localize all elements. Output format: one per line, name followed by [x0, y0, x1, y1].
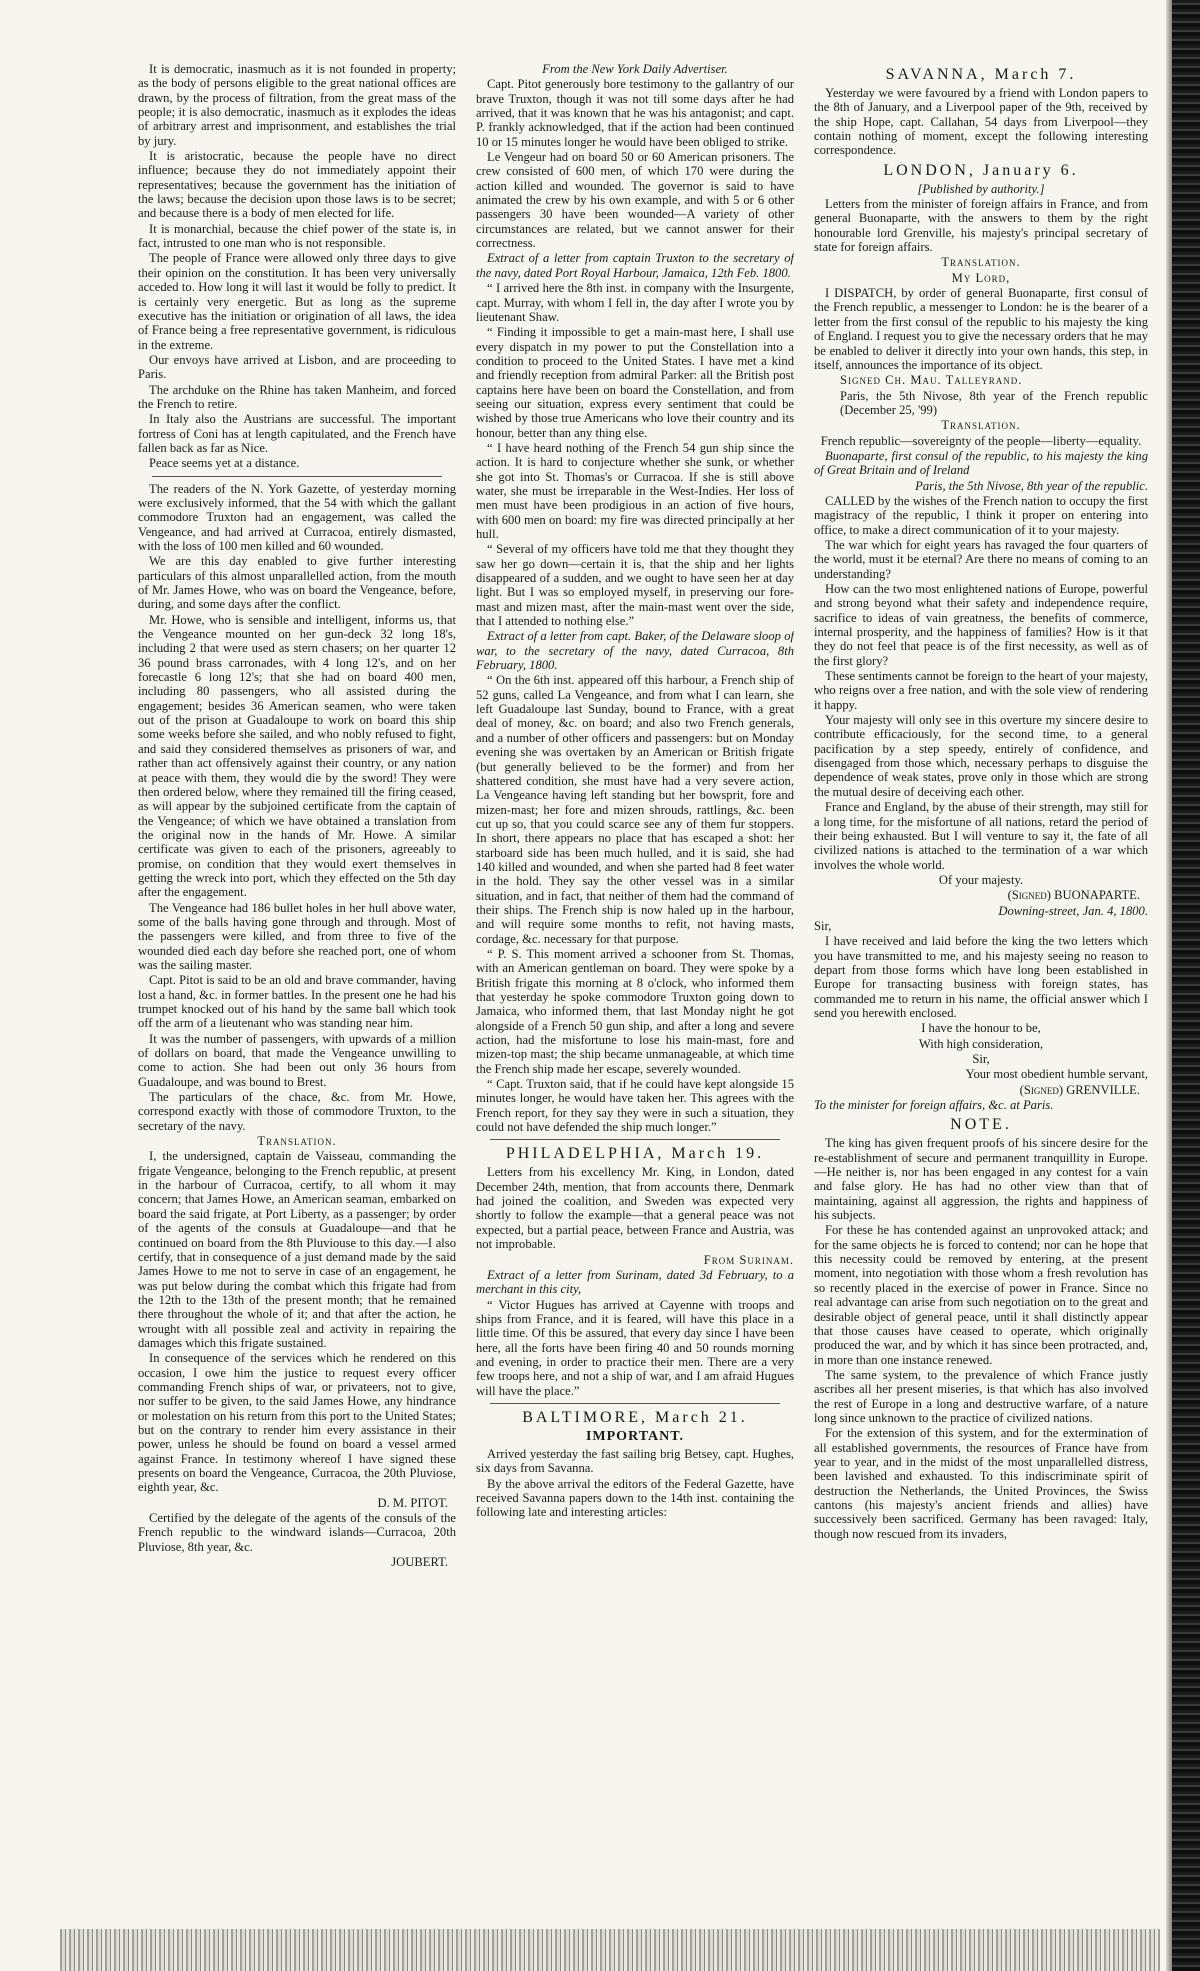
- signature: (Signed) BUONAPARTE.: [1007, 888, 1140, 903]
- paragraph: I DISPATCH, by order of general Buonaparte, first consul of the French republic, a messenger to London: he is the bearer of a letter from the first consul of the republic to his majesty the king of England. I request you to give the necessary orders that he may be enabled to deliver it directly into your own hands, this step, in itself, announces the importance of its object.: [814, 286, 1148, 372]
- extract-heading: Extract of a letter from capt. Baker, of the Delaware sloop of war, to the secretary of the navy, dated Curracoa, 8th February, 1800.: [476, 629, 794, 673]
- paragraph: Capt. Pitot generously bore testimony to the gallantry of our brave Truxton, though it was not till some days after he had arrived, that it was known that he was his antagonist; and capt. P. frankly acknowledged, that if the action had been continued 10 or 15 minutes longer he would have been obliged to strike.: [476, 77, 794, 149]
- paragraph: “ Finding it impossible to get a main-mast here, I shall use every dispatch in my power to put the Constellation into a condition to proceed to the United States. I have met a kind and friendly reception from admiral Parker: all the British post captains here have been on board the Constellation, and from seeing our situation, express every sentiment that could be wished by those true Americans who love their country and its honour, better than any thing else.: [476, 325, 794, 440]
- paragraph: Yesterday we were favoured by a friend with London papers to the 8th of January, and a Liverpool paper of the 9th, received by the ship Hope, capt. Callahan, 54 days from Liverpool—they contain nothing of moment, except the following interesting correspondence.: [814, 86, 1148, 158]
- newspaper-page: [138, 62, 1158, 1922]
- column-right: [814, 62, 1148, 1922]
- paragraph: I have received and laid before the king the two letters which you have transmitted to me, and his majesty seeing no reason to depart from those forms which have long been established in Europe for transacting business with foreign states, has commanded me to return in his name, the official answer which I send you herewith enclosed.: [814, 934, 1148, 1020]
- paragraph: The king has given frequent proofs of his sincere desire for the re-establishment of secure and permanent tranquillity in Europe.—He neither is, nor has been engaged in any contest for a vain and false glory. He has had no other view than that of maintaining, against all aggression, the rights and happiness of his subjects.: [814, 1136, 1148, 1223]
- closing-line: Your most obedient humble servant,: [965, 1067, 1148, 1082]
- salutation: My Lord,: [951, 270, 1011, 285]
- paragraph: I, the undersigned, captain de Vaisseau, commanding the frigate Vengeance, belonging to the French republic, at present in the harbour of Curracoa, certify, to all whom it may concern; that James Howe, an American seaman, embarked on board the said frigate, at Port Liberty, as a passenger; by order of the agents of the consuls at Guadaloupe—and that he continued on board from the 8th Pluviouse to this day.—I also certify, that in consequence of a just demand made by the said James Howe to me not to serve in case of an engagement, he was put below during the combat which this frigate had from the 12th to the 13th of the present month; that he remained there throughout the whole of it; and that after the action, he wrought with all possible zeal and activity in repairing the damages which this frigate sustained.: [138, 1149, 456, 1350]
- paragraph: It is monarchial, because the chief power of the state is, in fact, intrusted to one man who is not responsible.: [138, 221, 456, 251]
- dateline-heading: BALTIMORE, March 21.: [522, 1408, 748, 1426]
- column-middle: [476, 62, 794, 1922]
- paragraph: It is aristocratic, because the people have no direct influence; because they do not immediately appoint their representatives; because the government has the initiation of the laws; because the decision upon those laws is to be secret; and because there is a body of men elected for life.: [138, 149, 456, 221]
- paragraph: It was the number of passengers, with upwards of a million of dollars on board, that made the Vengeance unwilling to come to action. She had been out only 36 hours from Guadaloupe, and was bound to Brest.: [138, 1031, 456, 1089]
- paragraph: The readers of the N. York Gazette, of yesterday morning were exclusively informed, that the 54 with which the gallant commodore Truxton had an engagement, was called the Vengeance, and had arrived at Curracoa, entirely dismasted, with the loss of 100 men killed and 60 wounded.: [138, 481, 456, 553]
- authority-line: [Published by authority.]: [917, 181, 1045, 196]
- dateline: Paris, the 5th Nivose, 8th year of the French republic (December 25, '99): [840, 388, 1148, 417]
- section-heading: IMPORTANT.: [585, 1428, 685, 1444]
- paragraph: “ I have heard nothing of the French 54 gun ship since the action. It is hard to conjecture whether she sunk, or whether she got into St. Thomas's or Curracoa. If she is still above water, she must be irreparable in the West-Indies. Her loss of men must have been prodigious in an action of five hours, with 600 men on board: my fire was directed principally at her hull.: [476, 440, 794, 541]
- paragraph: The particulars of the chace, &c. from Mr. Howe, correspond exactly with those of commodore Truxton, to the secretary of the navy.: [138, 1090, 456, 1133]
- paragraph: France and England, by the abuse of their strength, may still for a long time, for the misfortune of all nations, retard the period of their being exhausted. But I will venture to say it, the fate of all civilized nations is attached to the termination of a war which involves the whole world.: [814, 800, 1148, 872]
- extract-heading: Extract of a letter from Surinam, dated 3d February, to a merchant in this city,: [476, 1267, 794, 1297]
- dateline: Downing-street, Jan. 4, 1800.: [998, 903, 1148, 918]
- section-heading: Translation.: [941, 418, 1021, 433]
- paragraph: The same system, to the prevalence of which France justly ascribes all her present miseries, is that which has also involved the rest of Europe in a long and destructive warfare, of a nature long since unknown to the practice of civilized nations.: [814, 1367, 1148, 1425]
- scanner-edge-strip: [1172, 0, 1200, 1971]
- bottom-scan-strip: [60, 1929, 1160, 1971]
- paragraph: By the above arrival the editors of the Federal Gazette, have received Savanna papers down to the 14th inst. containing the following late and interesting articles:: [476, 1476, 794, 1520]
- paragraph: Your majesty will only see in this overture my sincere desire to contribute efficaciously, for the second time, to a general pacification by a step speedy, entirely of confidence, and disengaged from those which, necessary perhaps to disguise the dependence of weak states, prove only in those which are strong the mutual desire of deceiving each other.: [814, 713, 1148, 799]
- paragraph: The people of France were allowed only three days to give their opinion on the constitution. It has been very universally acceded to. How long it will last it would be folly to predict. It is certainly very energetic. But as long as the supreme executive has the initiation or origination of all laws, the idea of France being a free representative government, is ridiculous in the extreme.: [138, 251, 456, 352]
- section-heading: NOTE.: [950, 1116, 1012, 1134]
- section-heading: Translation.: [941, 255, 1021, 270]
- signature: (Signed) GRENVILLE.: [1019, 1082, 1140, 1097]
- letter-heading: Buonaparte, first consul of the republic, to his majesty the king of Great Britain and of Ireland: [814, 448, 1148, 478]
- signature: D. M. PITOT.: [377, 1495, 448, 1510]
- address-line: To the minister for foreign affairs, &c. at Paris.: [814, 1098, 1054, 1113]
- paragraph: For the extension of this system, and for the extermination of all established governments, the resources of France have from year to year, and in the midst of the most unparallelled distress, been lavished and exhausted. To this indiscriminate spirit of destruction the Netherlands, the United Provinces, the Swiss cantons (his majesty's ancient friends and allies) have successively been sacrificed. Germany has been ravaged: Italy, though now rescued from its invaders,: [814, 1426, 1148, 1541]
- paragraph: Peace seems yet at a distance.: [149, 456, 300, 471]
- paragraph: “ P. S. This moment arrived a schooner from St. Thomas, with an American gentleman on board. They were spoke by a British frigate this morning at 8 o'clock, who informed them that yesterday he spoke commodore Truxton going down to Jamaica, who informed them, that last Monday night he got alongside of a French 50 gun ship, and after a long and severe action, had the misfortune to lose his main-mast, fore and mizen-top mast; the ship became unmanageable, at which time the French ship made her escape, severely wounded.: [476, 946, 794, 1076]
- paragraph: Certified by the delegate of the agents of the consuls of the French republic to the windward islands—Curracoa, 20th Pluviose, 8th year, &c.: [138, 1511, 456, 1554]
- paragraph: In consequence of the services which he rendered on this occasion, I owe him the justice to request every officer commanding French ships of war, or privateers, not to give, nor suffer to be given, to the said James Howe, any hindrance or molestation on his return from this port to the United States; but on the contrary to render him every assistance in their power, unless he should be found on board a vessel armed against France. In testimony whereof I have signed these presents on board the Vengeance, Curracoa, the 20th Pluviose, eighth year, &c.: [138, 1351, 456, 1495]
- paragraph: The Vengeance had 186 bullet holes in her hull above water, some of the balls having gone through and through. Most of the passengers were killed, and from three to five of the wounded died each day before she reached port, one of whom was the sailing master.: [138, 900, 456, 972]
- dateline-heading: LONDON, January 6.: [883, 161, 1079, 179]
- column-divider: [490, 1139, 780, 1140]
- closing-line: Of your majesty.: [938, 872, 1024, 887]
- paragraph: “ Several of my officers have told me that they thought they saw her go down—certain it is, that the ship and her lights disappeared of a sudden, and we ought to have seen her at day light. But I was so employed myself, in preserving our fore-mast and mizen mast, after the main-mast went over the side, that I attended to nothing else.”: [476, 542, 794, 629]
- closing-line: Sir,: [972, 1052, 990, 1066]
- dateline: Paris, the 5th Nivose, 8th year of the republic.: [915, 478, 1148, 493]
- paragraph: “ Capt. Truxton said, that if he could have kept alongside 15 minutes longer, he would have taken her. This agrees with the French report, for they say they were in such a situation, they could not have defended the ship much longer.”: [476, 1077, 794, 1135]
- paragraph: Letters from the minister of foreign affairs in France, and from general Buonaparte, with the answers to them by the right honourable lord Grenville, his majesty's principal secretary of state for foreign affairs.: [814, 197, 1148, 255]
- paragraph: CALLED by the wishes of the French nation to occupy the first magistracy of the republic, I think it proper on entering into office, to make a direct communication of it to your majesty.: [814, 493, 1148, 537]
- paragraph: Our envoys have arrived at Lisbon, and are proceeding to Paris.: [138, 352, 456, 382]
- paragraph: These sentiments cannot be foreign to the heart of your majesty, who reigns over a free nation, and with the sole view of rendering it happy.: [814, 669, 1148, 712]
- paragraph: The archduke on the Rhine has taken Manheim, and forced the French to retire.: [138, 382, 456, 411]
- dateline-heading: SAVANNA, March 7.: [885, 66, 1077, 83]
- paragraph: It is democratic, inasmuch as it is not founded in property; as the body of persons eligible to the great national offices are drawn, by the process of filtration, from the great mass of the people; it is also democratic, inasmuch as it explodes the ideas of arbitrary arrest and imprisonment, and establishes the trial by jury.: [138, 62, 456, 148]
- paragraph: Capt. Pitot is said to be an old and brave commander, having lost a hand, &c. in former battles. In the present one he had his trumpet knocked out of his hand by the same ball which took off the arm of a lieutenant who was standing near him.: [138, 973, 456, 1031]
- salutation: Sir,: [814, 918, 832, 933]
- dateline-heading: PHILADELPHIA, March 19.: [505, 1145, 765, 1163]
- source-line: From Surinam.: [703, 1252, 794, 1267]
- paragraph: Mr. Howe, who is sensible and intelligent, informs us, that the Vengeance mounted on her gun-deck 32 long 18's, including 2 that were used as stern chasers; on her quarter 12 36 pound brass carronades, with 4 long 12's, and on her forecastle 6 long 12's; that she had on board 400 men, including 80 passengers, who all assisted during the engagement; besides 36 American seamen, who were taken out of the prison at Guadaloupe to work on board this ship some weeks before she sailed, and who nobly refused to fight, and said they considered themselves as prisoners of war, and rather than act offensively against their country, or any nation at peace with them, they would die by the sword! They were then ordered below, where they remained till the firing ceased, as will appear by the subjoined certificate from the captain of the Vengeance; of which we have obtained a translation from the original now in the hands of Mr. Howe. A similar certificate was given to each of the prisoners, agreeably to promise, on condition that they would exert themselves in getting the wreck into port, which they effected on the 5th day after the engagement.: [138, 612, 456, 900]
- column-divider: [490, 1403, 780, 1404]
- source-line: From the New York Daily Advertiser.: [542, 62, 728, 76]
- signature: Signed Ch. Mau. Talleyrand.: [840, 373, 1023, 388]
- paragraph: “ I arrived here the 8th inst. in company with the Insurgente, capt. Murray, with whom I fell in, the day after I wrote you by lieutenant Shaw.: [476, 281, 794, 324]
- paragraph: For these he has contended against an unprovoked attack; and for the same objects he is forced to contend; nor can he hope that this necessity could be removed by entering, at the present moment, into negotiation with those whom a fresh revolution has so recently placed in the exercise of power in France. Since no real advantage can arise from such negotiation on to the great and desirable object of general peace, until it shall distinctly appear that those causes have ceased to operate, which originally produced the war, and by which it has since been protracted, and, in more than one instance renewed.: [814, 1223, 1148, 1367]
- paragraph: Letters from his excellency Mr. King, in London, dated December 24th, mention, that from accounts there, Denmark had joined the coalition, and Sweden was expected very shortly to follow the example—that a general peace was not expected, but a partial peace, between France and Austria, was not improbable.: [476, 1165, 794, 1252]
- paragraph: In Italy also the Austrians are successful. The important fortress of Coni has at length capitulated, and the French have fallen back as far as Nice.: [138, 412, 456, 455]
- extract-heading: Extract of a letter from captain Truxton to the secretary of the navy, dated Port Royal Harbour, Jamaica, 12th Feb. 1800.: [476, 251, 794, 280]
- section-heading: Translation.: [257, 1134, 337, 1149]
- paragraph: “ Victor Hugues has arrived at Cayenne with troops and ships from France, and it is feared, will have this place in a little time. Of this be assured, that every day since I have been here, all the forts have been firing 40 and 50 rounds morning and evening, in order to practice their men. There are a very few troops here, and not a ship of war, and I am afraid Hugues will have the place.”: [476, 1297, 794, 1398]
- column-left: [138, 62, 456, 1922]
- paragraph: Le Vengeur had on board 50 or 60 American prisoners. The crew consisted of 600 men, of which 170 were during the action killed and wounded. The governor is said to have animated the crew by his own example, and with 5 or 6 other passengers 30 have been wounded—A variety of other circumstances are related, but we cannot answer for their correctness.: [476, 150, 794, 251]
- paragraph: The war which for eight years has ravaged the four quarters of the world, must it be eternal? Are there no means of coming to an understanding?: [814, 537, 1148, 581]
- signature: JOUBERT.: [391, 1555, 448, 1570]
- closing-line: With high consideration,: [918, 1036, 1044, 1051]
- paragraph: We are this day enabled to give further interesting particulars of this almost unparallelled action, from the mouth of Mr. James Howe, who was on board the Vengeance, before, during, and some days after the conflict.: [138, 554, 456, 612]
- column-divider: [152, 476, 442, 477]
- closing-line: I have the honour to be,: [921, 1021, 1041, 1036]
- paragraph: How can the two most enlightened nations of Europe, powerful and strong beyond what their safety and independence require, sacrifice to ideas of vain greatness, the benefits of commerce, internal prosperity, and the happiness of families? How is it that they do not feel that peace is of the first necessity, as well as of the first glory?: [814, 582, 1148, 668]
- motto-line: French republic—sovereignty of the people—liberty—equality.: [820, 433, 1142, 448]
- paragraph: Arrived yesterday the fast sailing brig Betsey, capt. Hughes, six days from Savanna.: [476, 1446, 794, 1476]
- paragraph: “ On the 6th inst. appeared off this harbour, a French ship of 52 guns, called La Vengeance, and from what I can learn, she left Guadaloupe last Sunday, bound to France, with a great deal of money, &c. on board; and also two French generals, and a number of other officers and passengers: but on Monday evening she was overtaken by an American or British frigate (but generally believed to be the former) and from her shattered condition, she must have had a very severe action, La Vengeance having left standing but her bowsprit, fore and mizen-mast; her fore and mizen shrouds, rattlings, &c. been cut up so, that you could scarce see any of them fur stoppers. In short, there appears no place that has escaped a shot: her starboard side has been much hulled, and it is said, she had 140 killed and wounded, and when she parted had 8 feet water in the hold. They say the other vessel was in a similar situation, and in fact, that neither of them had the command of their ships. The French ship is now haled up in the harbour, and will require some months to refit, not having masts, cordage, &c. necessary for that purpose.: [476, 673, 794, 946]
